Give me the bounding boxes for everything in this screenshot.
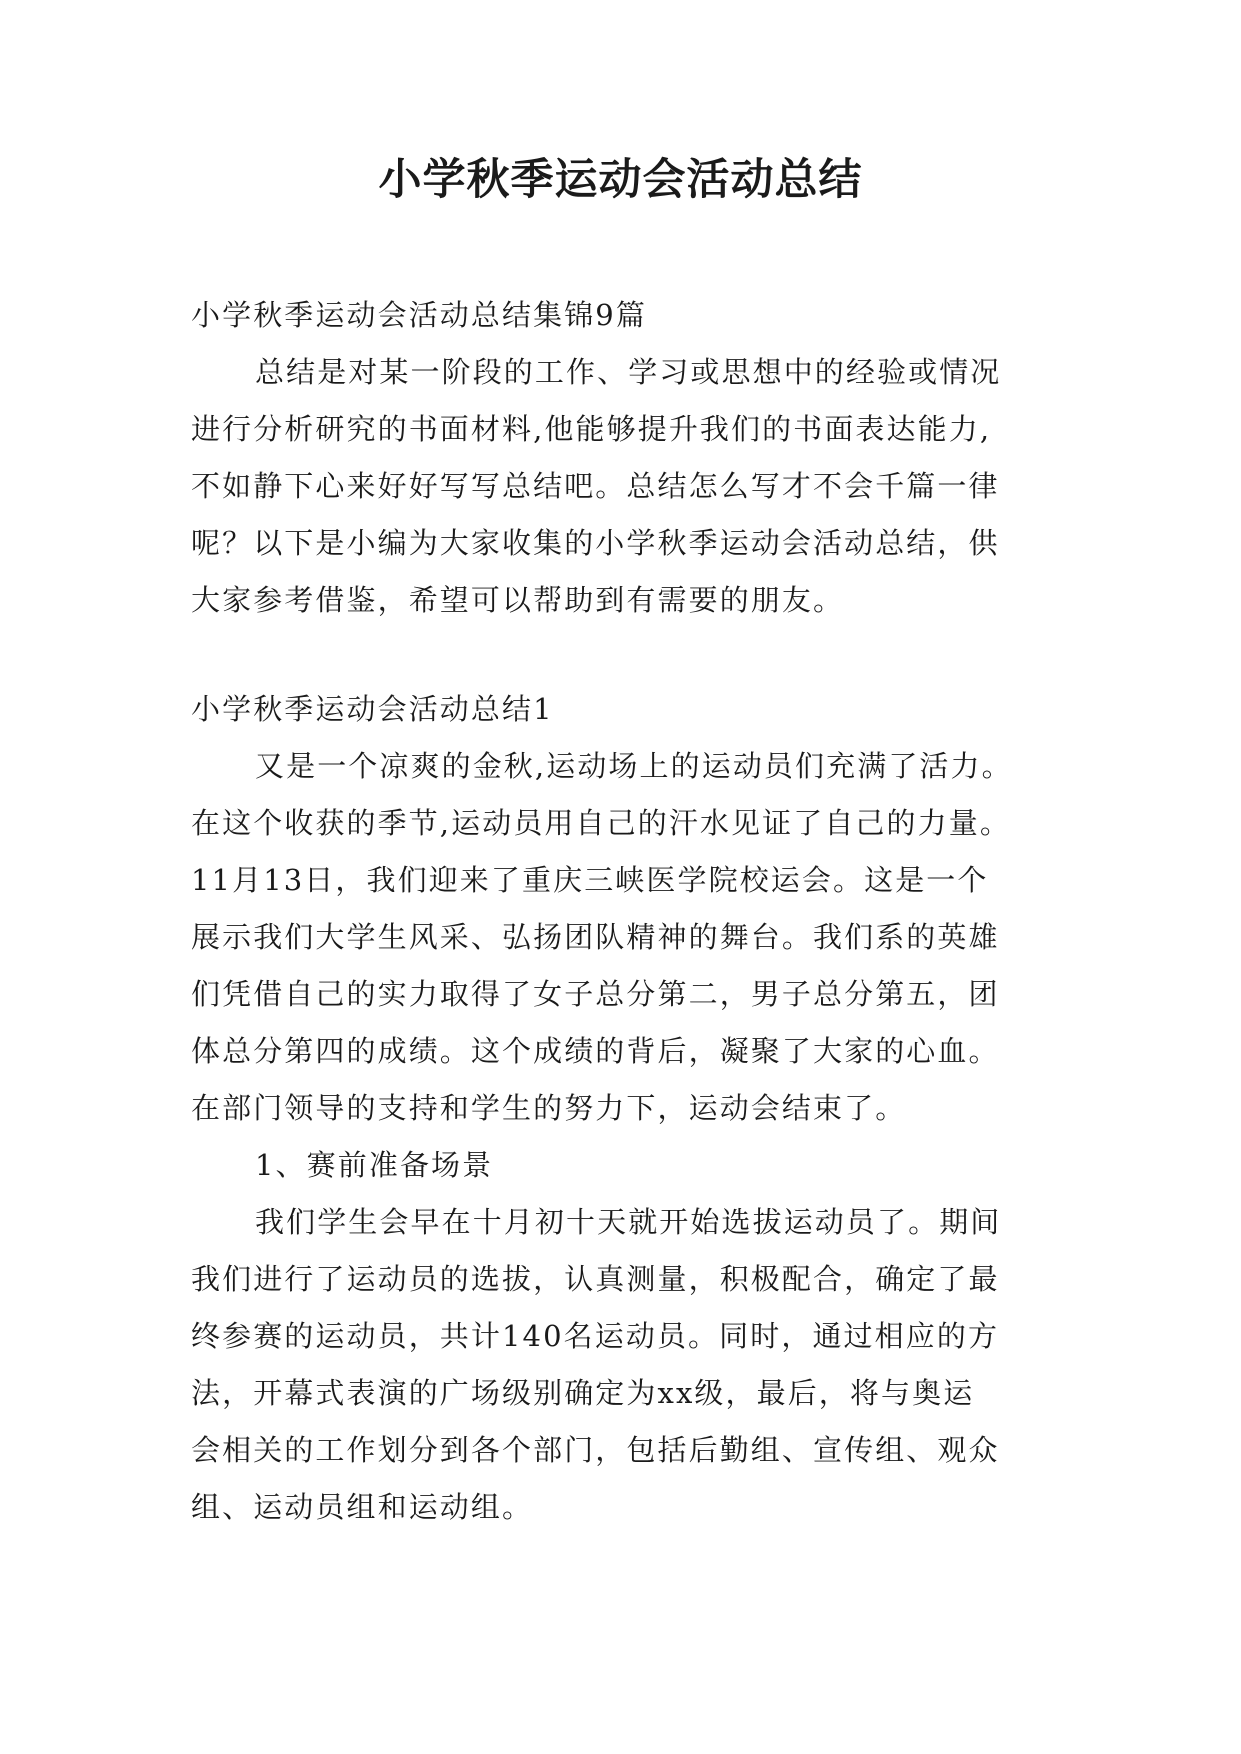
paragraph-line: 进行分析研究的书面材料,他能够提升我们的书面表达能力, (191, 412, 992, 446)
paragraph-line: 呢？以下是小编为大家收集的小学秋季运动会活动总结，供 (191, 526, 1000, 560)
paragraph-line: 们凭借自己的实力取得了女子总分第二，男子总分第五，团 (191, 977, 1000, 1011)
paragraph-line: 法，开幕式表演的广场级别确定为xx级，最后，将与奥运 (191, 1376, 975, 1410)
paragraph-line: 不如静下心来好好写写总结吧。总结怎么写才不会千篇一律 (191, 469, 1000, 503)
intro-paragraph (191, 344, 1071, 629)
document-body (191, 287, 1071, 1536)
paragraph-line: 总结是对某一阶段的工作、学习或思想中的经验或情况 (255, 355, 1002, 389)
section-heading: 小学秋季运动会活动总结1 (191, 692, 554, 726)
paragraph-line: 体总分第四的成绩。这个成绩的背后，凝聚了大家的心血。 (191, 1034, 1000, 1068)
paragraph-line: 展示我们大学生风采、弘扬团队精神的舞台。我们系的英雄 (191, 920, 1000, 954)
section-gap (191, 629, 1071, 681)
subsection-heading: 1、赛前准备场景 (255, 1148, 494, 1182)
paragraph-line: 我们学生会早在十月初十天就开始选拔运动员了。期间 (255, 1205, 1002, 1239)
collection-subtitle: 小学秋季运动会活动总结集锦9篇 (191, 298, 647, 332)
paragraph-line: 组、运动员组和运动组。 (191, 1490, 534, 1524)
paragraph-line: 又是一个凉爽的金秋,运动场上的运动员们充满了活力。 (255, 749, 1013, 783)
document-title: 小学秋季运动会活动总结 (378, 155, 863, 205)
section1-paragraph (191, 738, 1071, 1137)
paragraph-line: 11月13日，我们迎来了重庆三峡医学院校运会。这是一个 (191, 863, 989, 897)
paragraph-line: 终参赛的运动员，共计140名运动员。同时，通过相应的方 (191, 1319, 1000, 1353)
paragraph-line: 大家参考借鉴，希望可以帮助到有需要的朋友。 (191, 583, 845, 617)
subsection1-paragraph (191, 1194, 1071, 1536)
paragraph-line: 在这个收获的季节,运动员用自己的汗水见证了自己的力量。 (191, 806, 1011, 840)
paragraph-line: 我们进行了运动员的选拔，认真测量，积极配合，确定了最 (191, 1262, 1000, 1296)
paragraph-line: 在部门领导的支持和学生的努力下，运动会结束了。 (191, 1091, 907, 1125)
paragraph-line: 会相关的工作划分到各个部门，包括后勤组、宣传组、观众 (191, 1433, 1000, 1467)
